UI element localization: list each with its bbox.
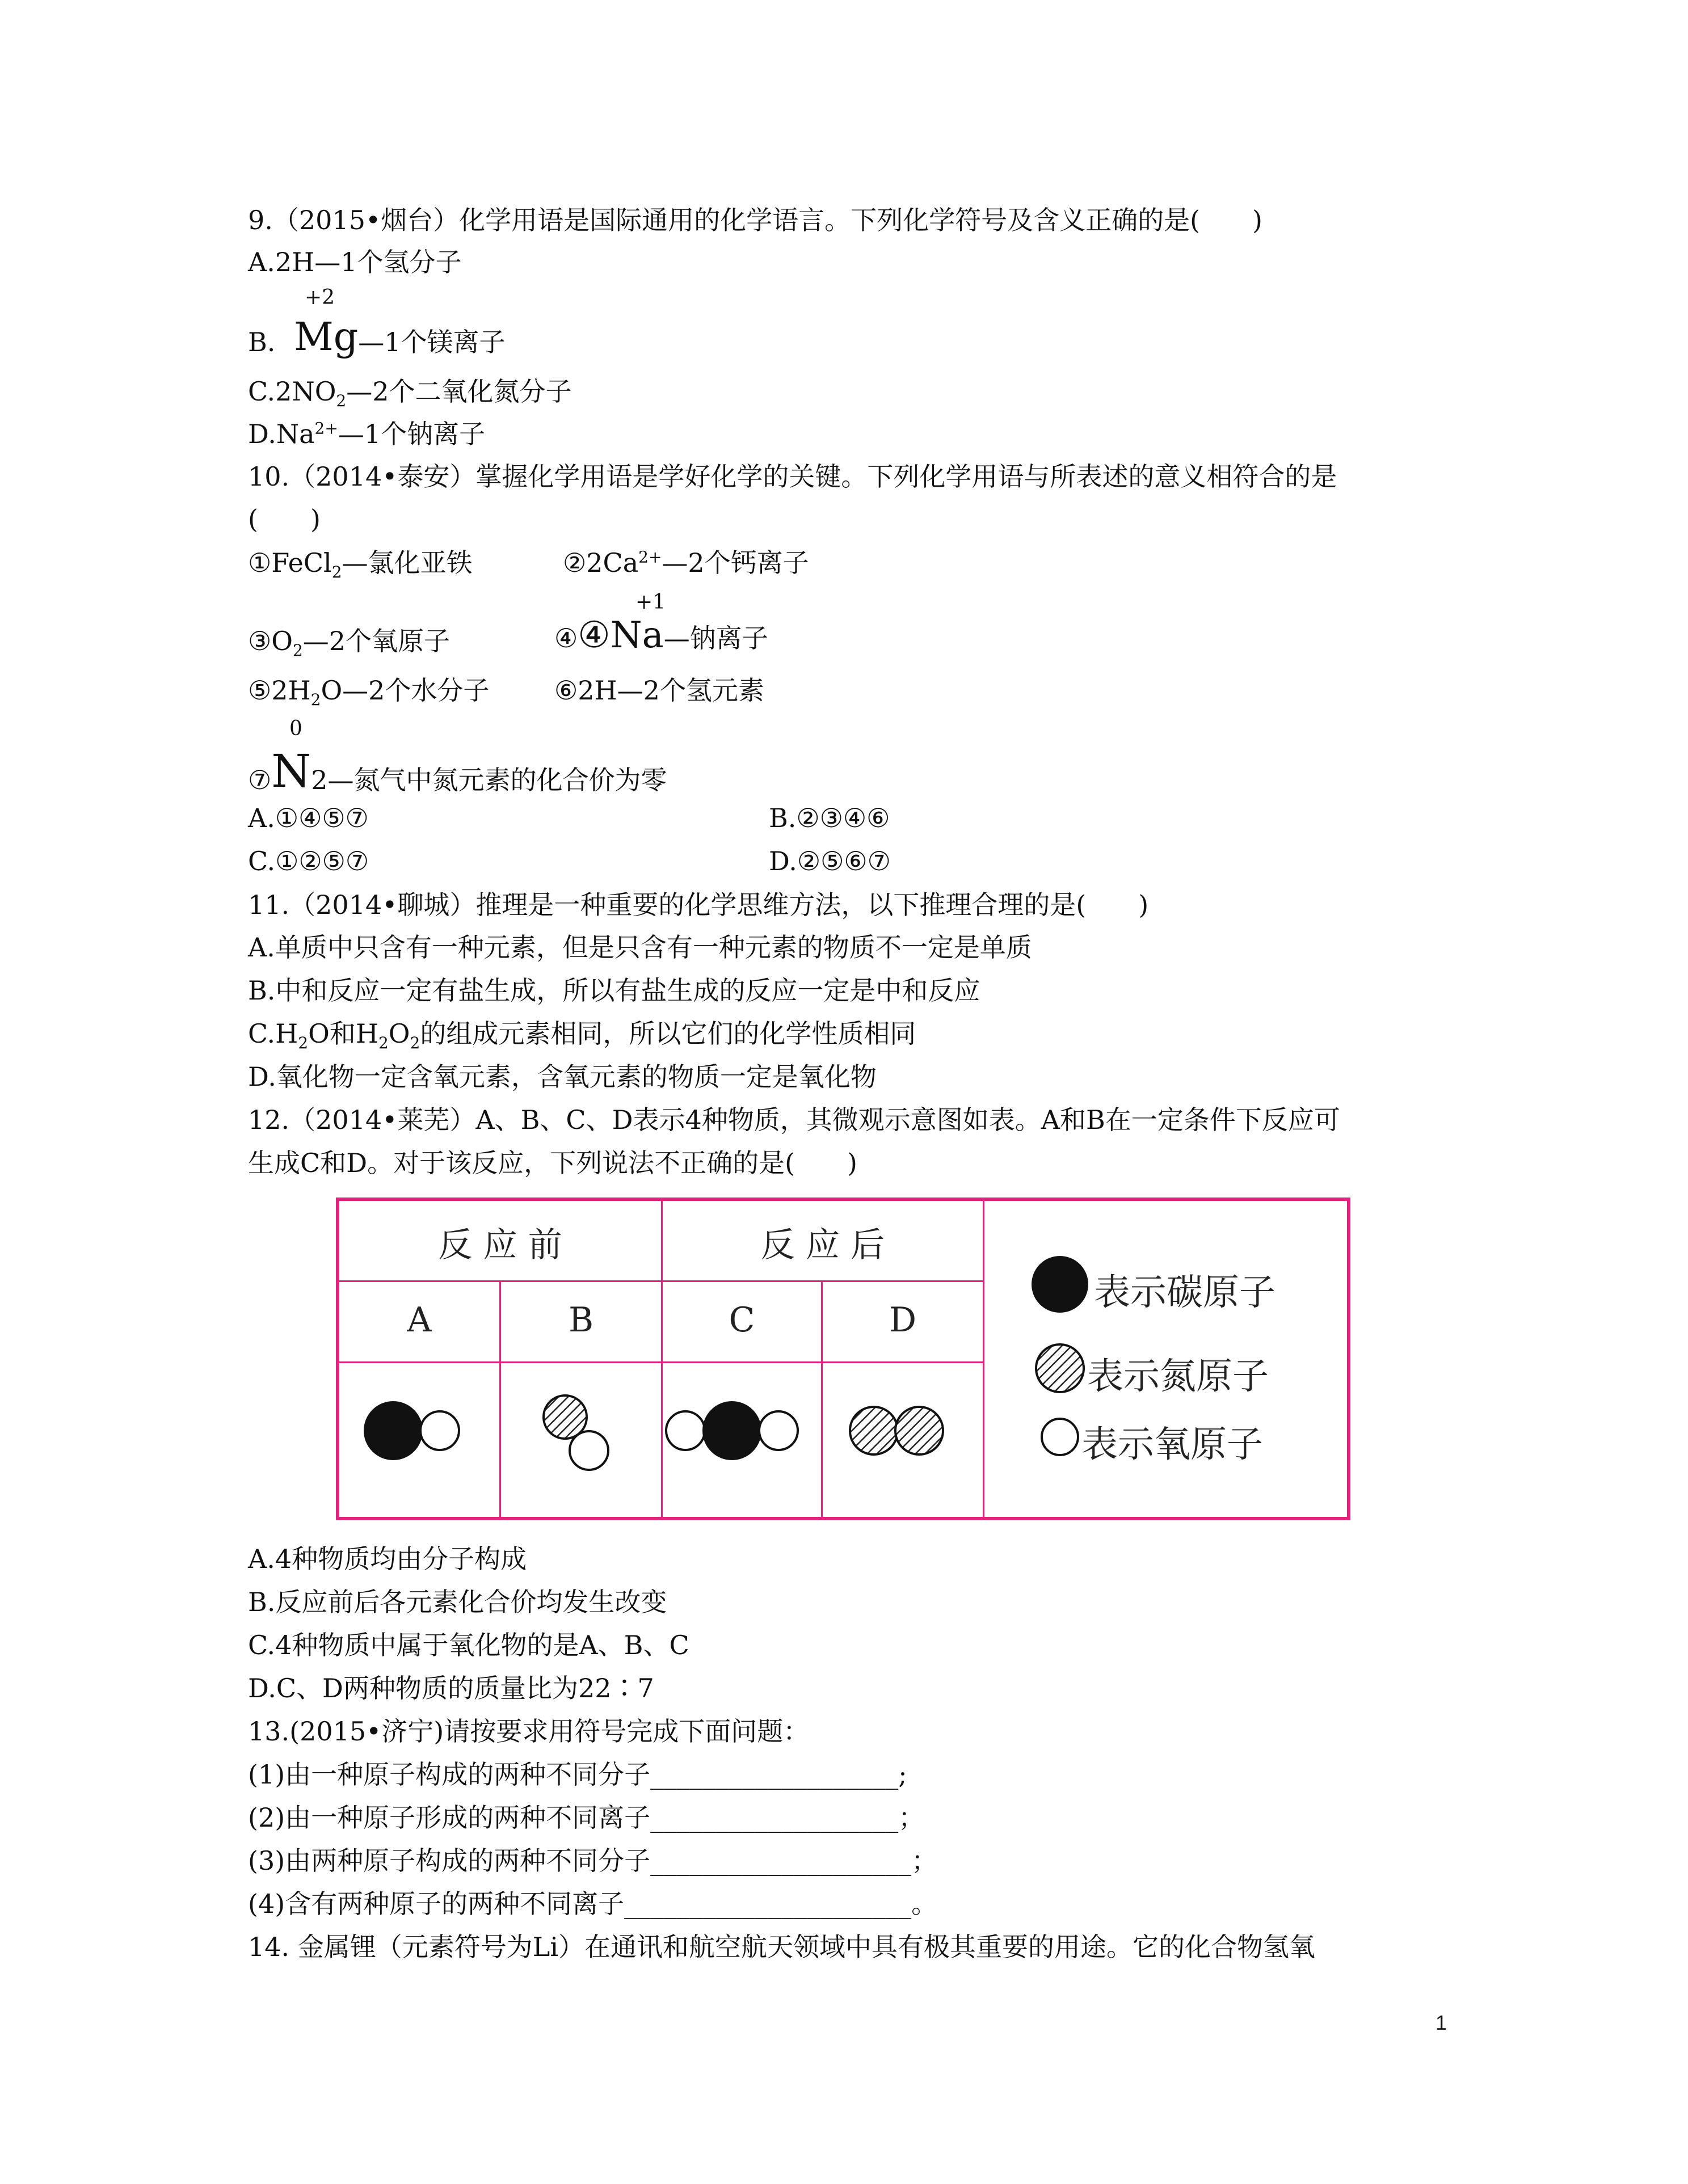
q12-stem-line2: 生成C和D。对于该反应，下列说法不正确的是( )	[248, 1148, 857, 1178]
q9-option-d: $D.Na^{2+}—1$个钠离子	[248, 419, 486, 449]
q10-i7-valence: 0	[289, 717, 302, 740]
header-before-reaction: 反 应 前	[438, 1225, 562, 1265]
header-after-reaction: 反 应 后	[760, 1225, 885, 1265]
legend-nitrogen-label: 表示氮原子	[1087, 1356, 1269, 1398]
column-b-label: B	[568, 1300, 594, 1340]
q13-part-3: (3)由两种原子构成的两种不同分子____________________；	[248, 1845, 938, 1876]
q10-stem-line1: 10.（2014•泰安）掌握化学用语是学好化学的关键。下列化学用语与所表述的意义相符合的是	[248, 461, 1337, 492]
q11-stem: 11.（2014•聊城）推理是一种重要的化学思维方法，以下推理合理的是( )	[248, 889, 1149, 920]
column-d-label: D	[889, 1300, 917, 1340]
q9-option-b: B. Mg—1个镁离子	[248, 315, 506, 360]
q10-item-2: $②2Ca^{2+}—2$个钙离子	[563, 547, 809, 578]
q10-item-7: ⑦N2—氮气中氮元素的化合价为零	[248, 745, 667, 798]
column-c-label: C	[729, 1300, 755, 1340]
q10-i4-symbol: Na	[610, 614, 664, 656]
q9-b-symbol: Mg	[294, 315, 359, 360]
reaction-table	[336, 1198, 1350, 1520]
legend-oxygen-label: 表示氧原子	[1081, 1424, 1263, 1466]
molecule-a	[365, 1402, 459, 1459]
q10-option-d: D.②⑤⑥⑦	[769, 846, 891, 876]
q12-stem-line1: 12.（2014•莱芜）A、B、C、D表示4种物质，其微观示意图如表。A和B在一定条件下反应可	[248, 1104, 1340, 1135]
molecule-b	[544, 1395, 608, 1470]
legend-nitrogen-atom	[1036, 1344, 1084, 1392]
q10-option-b: B.②③④⑥	[769, 803, 890, 833]
q10-option-a: A.①④⑤⑦	[248, 803, 369, 833]
q10-item-1: ①FeCl$_2$—氯化亚铁	[248, 547, 473, 582]
q10-stem-line2: ( )	[248, 504, 321, 534]
q10-item-3: $③O_2—2$个氧原子	[248, 626, 451, 660]
q9-b-valence: +2	[305, 286, 335, 309]
q10-item-4: ④④Na—钠离子	[554, 614, 768, 656]
q13-stem: 13.(2015•济宁)请按要求用符号完成下面问题：	[248, 1716, 810, 1747]
q13-part-4: (4)含有两种原子的两种不同离子______________________。	[248, 1888, 938, 1919]
q11-option-d: D.氧化物一定含氧元素，含氧元素的物质一定是氧化物	[248, 1061, 877, 1092]
legend-oxygen-atom	[1042, 1419, 1078, 1455]
legend-carbon-atom	[1032, 1256, 1088, 1313]
q10-option-c: C.①②⑤⑦	[248, 846, 369, 876]
molecule-d	[850, 1407, 943, 1454]
q11-option-b: B.中和反应一定有盐生成，所以有盐生成的反应一定是中和反应	[248, 975, 980, 1006]
q10-i7-symbol: N	[271, 745, 311, 798]
q11-option-c: $C.H_2O$和$H_2O_2$的组成元素相同，所以它们的化学性质相同	[248, 1018, 916, 1053]
q9-option-c: $C.2NO_2—2$个二氧化氮分子	[248, 376, 572, 411]
legend-carbon-label: 表示碳原子	[1094, 1272, 1276, 1314]
q11-option-a: A.单质中只含有一种元素，但是只含有一种元素的物质不一定是单质	[248, 932, 1032, 963]
q13-part-2: (2)由一种原子形成的两种不同离子___________________；	[248, 1802, 925, 1833]
q12-option-b: B.反应前后各元素化合价均发生改变	[248, 1587, 667, 1617]
q9-option-a: A.2H—1个氢分子	[248, 247, 462, 277]
q12-option-a: A.4种物质均由分子构成	[248, 1544, 527, 1574]
q12-option-c: C.4种物质中属于氧化物的是A、B、C	[248, 1630, 689, 1660]
q12-option-d: D.C、D两种物质的质量比为22∶7	[248, 1673, 654, 1704]
column-a-label: A	[407, 1300, 432, 1340]
q14-stem: 14. 金属锂（元素符号为Li）在通讯和航空航天领域中具有极其重要的用途。它的化合物氢氧	[248, 1932, 1316, 1962]
molecule-c	[666, 1402, 798, 1459]
q9-stem: 9.（2015•烟台）化学用语是国际通用的化学语言。下列化学符号及含义正确的是( )	[248, 205, 1262, 235]
q13-part-1: (1)由一种原子构成的两种不同分子___________________;	[248, 1759, 907, 1790]
q10-i4-valence: +1	[635, 591, 666, 614]
q10-item-6: ⑥2H—2个氢元素	[554, 675, 764, 706]
page-number: 1	[1436, 2011, 1447, 2034]
q10-item-5: $⑤2H_2O—2$个水分子	[248, 675, 490, 710]
